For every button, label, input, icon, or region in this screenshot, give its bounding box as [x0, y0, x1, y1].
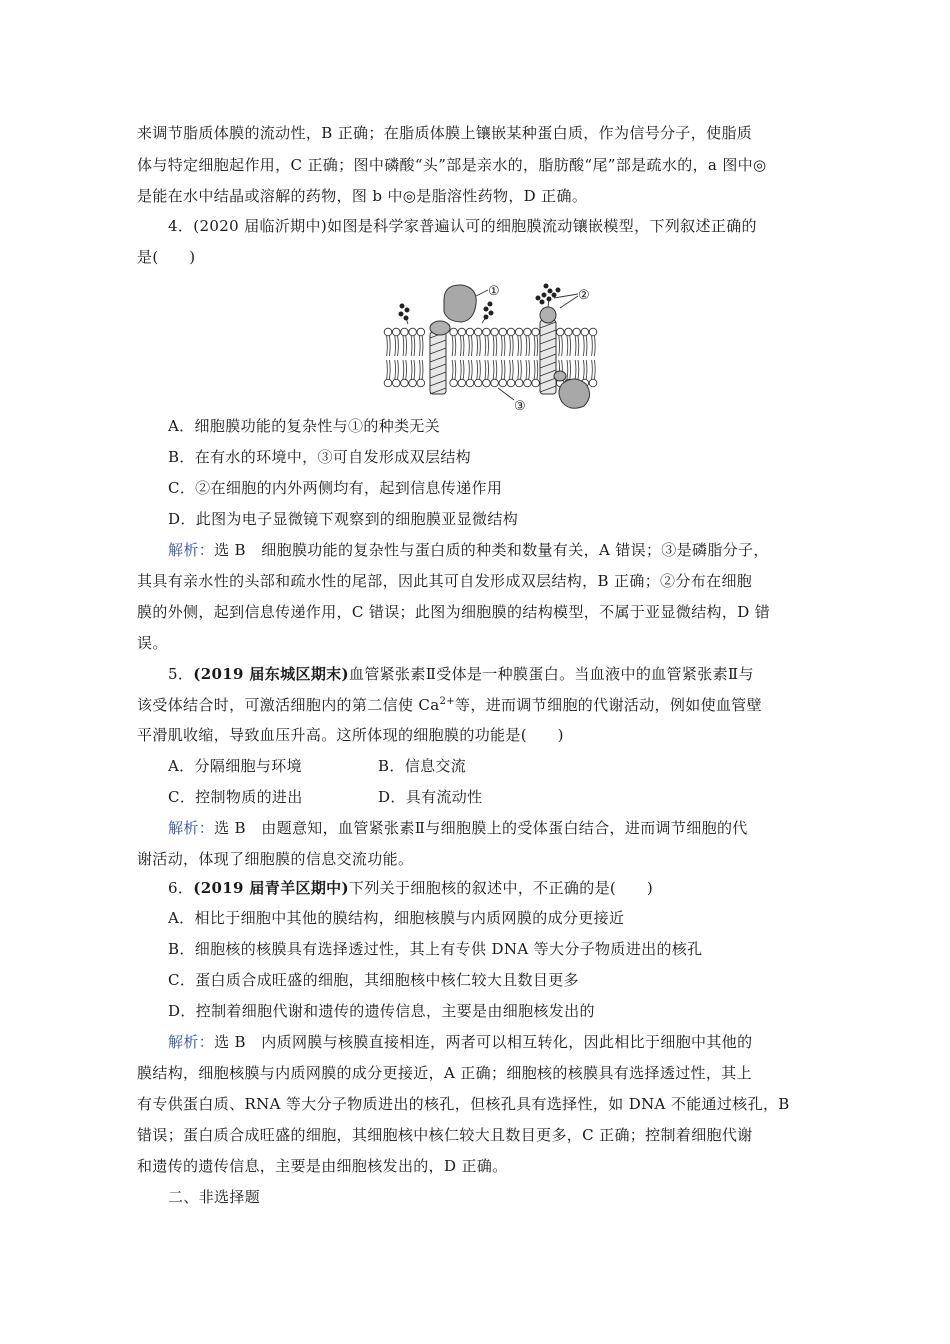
transmembrane-protein-left — [430, 321, 450, 394]
fatty-acid-tail — [480, 360, 481, 379]
fatty-acid-tail — [463, 336, 464, 356]
continuation-line-2: 体与特定细胞起作用，C 正确；图中磷酸“头”部是亲水的，脂肪酸“尾”部是疏水的，a 图中◎ — [137, 156, 767, 174]
phospholipid-head — [532, 328, 540, 336]
fatty-acid-tail — [455, 360, 456, 379]
phospholipid-head — [589, 379, 597, 387]
q5-analysis-label: 解析： — [168, 819, 215, 837]
glycoprotein-chains — [399, 284, 560, 324]
q5-stem-line-3: 平滑肌收缩，导致血压升高。这所体现的细胞膜的功能是( ) — [137, 726, 564, 744]
marker-3-label: ③ — [514, 399, 526, 414]
phospholipid-head — [483, 379, 491, 387]
continuation-line-3: 是能在水中结晶或溶解的药物，图 b 中◎是脂溶性药物，D 正确。 — [137, 187, 588, 205]
q6-analysis-line-5: 和遗传的遗传信息，主要是由细胞核发出的，D 正确。 — [137, 1157, 508, 1175]
phospholipid-head — [466, 379, 474, 387]
fatty-acid-tail — [496, 360, 497, 379]
q5-analysis-text-1: 选 B 由题意知，血管紧张素Ⅱ与细胞膜上的受体蛋白结合，进而调节细胞的代 — [214, 819, 748, 837]
fatty-acid-tail — [567, 336, 568, 356]
fatty-acid-tail — [389, 336, 390, 356]
fatty-acid-tail — [488, 360, 489, 379]
fatty-acid-tail — [387, 360, 388, 379]
q5-option-d: D．具有流动性 — [378, 788, 483, 806]
q6-analysis-line-4: 错误；蛋白质合成旺盛的细胞，其细胞核中核仁较大且数目更多，C 正确；控制着细胞代谢 — [137, 1126, 753, 1144]
fatty-acid-tail — [529, 336, 530, 356]
fatty-acid-tail — [398, 360, 399, 379]
q4-option-b: B．在有水的环境中，③可自发形成双层结构 — [168, 448, 472, 466]
fatty-acid-tail — [398, 336, 399, 356]
fatty-acid-tail — [501, 336, 502, 356]
phospholipid-head — [524, 379, 532, 387]
fatty-acid-tail — [518, 360, 519, 379]
fatty-acid-tail — [411, 360, 412, 379]
fatty-acid-tail — [575, 336, 576, 356]
phospholipid-head — [417, 328, 425, 336]
fatty-acid-tail — [510, 336, 511, 356]
fatty-acid-tail — [477, 360, 478, 379]
q5-option-a: A．分隔细胞与环境 — [168, 757, 302, 775]
q5-stem-line-2 — [137, 694, 762, 716]
q5-analysis-line-1 — [168, 817, 748, 839]
fatty-acid-tail — [419, 360, 420, 379]
fatty-acid-tail — [452, 360, 453, 379]
fatty-acid-tail — [592, 336, 593, 356]
phospholipid-head — [384, 379, 392, 387]
phospholipid-head — [401, 379, 409, 387]
phospholipid-head — [532, 379, 540, 387]
fatty-acid-tail — [455, 336, 456, 356]
phospholipid-head — [573, 328, 581, 336]
fatty-acid-tail — [521, 360, 522, 379]
fatty-acid-tail — [493, 360, 494, 379]
fatty-acid-tail — [477, 336, 478, 356]
phospholipid-head — [515, 328, 523, 336]
peripheral-protein-bottom-right — [559, 379, 590, 408]
calcium-charge-superscript: 2+ — [439, 696, 455, 707]
fatty-acid-tail — [389, 360, 390, 379]
fatty-acid-tail — [406, 336, 407, 356]
phospholipid-head — [507, 379, 515, 387]
fatty-acid-tail — [488, 336, 489, 356]
fatty-acid-tail — [526, 360, 527, 379]
fatty-acid-tail — [575, 360, 576, 379]
q6-number: 6． — [168, 879, 194, 897]
q6-option-a: A．相比于细胞中其他的膜结构，细胞核膜与内质网膜的成分更接近 — [168, 909, 625, 927]
fatty-acid-tail — [512, 360, 513, 379]
fatty-acid-tail — [586, 360, 587, 379]
q5-analysis-line-2: 谢活动，体现了细胞膜的信息交流功能。 — [137, 850, 414, 868]
q6-analysis-line-1 — [168, 1031, 752, 1053]
fatty-acid-tail — [504, 336, 505, 356]
fatty-acid-tail — [469, 360, 470, 379]
phospholipid-head — [409, 379, 417, 387]
fatty-acid-tail — [419, 336, 420, 356]
fatty-acid-tail — [501, 360, 502, 379]
q4-analysis-line-2: 其具有亲水性的头部和疏水性的尾部，因此其可自发形成双层结构，B 正确；②分布在细胞 — [137, 572, 753, 590]
phospholipid-head — [474, 379, 482, 387]
q4-analysis-line-1 — [168, 539, 769, 561]
q4-option-d: D．此图为电子显微镜下观察到的细胞膜亚显微结构 — [168, 510, 519, 528]
q6-stem-text: 下列关于细胞核的叙述中，不正确的是( ) — [348, 879, 654, 897]
fatty-acid-tail — [594, 360, 595, 379]
phospholipid-head — [401, 328, 409, 336]
phospholipid-head — [417, 379, 425, 387]
fatty-acid-tail — [471, 336, 472, 356]
cell-membrane-fluid-mosaic-figure — [378, 280, 608, 415]
phospholipid-head — [466, 328, 474, 336]
q5-stem-text-1: 血管紧张素Ⅱ受体是一种膜蛋白。当血液中的血管紧张素Ⅱ与 — [348, 665, 754, 683]
section-heading: 二、非选择题 — [168, 1188, 261, 1206]
fatty-acid-tail — [586, 336, 587, 356]
fatty-acid-tail — [387, 336, 388, 356]
q6-source: (2019 届青羊区期中) — [193, 879, 349, 897]
fatty-acid-tail — [485, 336, 486, 356]
fatty-acid-tail — [583, 336, 584, 356]
fatty-acid-tail — [414, 360, 415, 379]
phospholipid-head — [392, 379, 400, 387]
phospholipid-head — [589, 328, 597, 336]
q4-stem-line-2: 是( ) — [137, 248, 196, 266]
phospholipid-head — [515, 379, 523, 387]
fatty-acid-tail — [395, 360, 396, 379]
q5-stem-text-2a: 该受体结合时，可激活细胞内的第二信使 Ca — [137, 696, 440, 714]
continuation-line-1: 来调节脂质体膜的流动性，B 正确；在脂质体膜上镶嵌某种蛋白质，作为信号分子，使脂质 — [137, 124, 753, 142]
fatty-acid-tail — [452, 336, 453, 356]
q4-analysis-label: 解析： — [168, 541, 215, 559]
fatty-acid-tail — [480, 336, 481, 356]
fatty-acid-tail — [570, 360, 571, 379]
fatty-acid-tail — [504, 360, 505, 379]
transmembrane-protein-right — [540, 307, 556, 394]
q6-option-b: B．细胞核的核膜具有选择透过性，其上有专供 DNA 等大分子物质进出的核孔 — [168, 940, 703, 958]
peripheral-protein-bottom-small — [554, 371, 566, 381]
q5-stem-text-2b: 等，进而调节细胞的代谢活动，例如使血管壁 — [455, 696, 763, 714]
q4-stem-line-1: 4．(2020 届临沂期中)如图是科学家普遍认可的细胞膜流动镶嵌模型，下列叙述正确的 — [168, 217, 757, 235]
fatty-acid-tail — [411, 336, 412, 356]
phospholipid-head — [450, 379, 458, 387]
marker-2-label: ② — [578, 288, 590, 303]
q6-analysis-text-1: 选 B 内质网膜与核膜直接相连，两者可以相互转化，因此相比于细胞中其他的 — [214, 1033, 753, 1051]
fatty-acid-tail — [594, 336, 595, 356]
phospholipid-head — [491, 328, 499, 336]
phospholipid-head — [499, 379, 507, 387]
phospholipid-head — [491, 379, 499, 387]
q6-option-c: C．蛋白质合成旺盛的细胞，其细胞核中核仁较大且数目更多 — [168, 971, 579, 989]
fatty-acid-tail — [512, 336, 513, 356]
phospholipid-head — [483, 328, 491, 336]
fatty-acid-tail — [583, 360, 584, 379]
fatty-acid-tail — [518, 336, 519, 356]
phospholipid-head — [450, 328, 458, 336]
fatty-acid-tail — [463, 360, 464, 379]
fatty-acid-tail — [559, 336, 560, 356]
q5-number: 5． — [168, 665, 194, 683]
marker-1-label: ① — [488, 284, 500, 299]
phospholipid-head — [507, 328, 515, 336]
q4-option-c: C．②在细胞的内外两侧均有，起到信息传递作用 — [168, 479, 503, 497]
q4-analysis-line-4: 误。 — [137, 634, 168, 652]
phospholipid-head — [524, 328, 532, 336]
fatty-acid-tail — [460, 336, 461, 356]
fatty-acid-tail — [469, 336, 470, 356]
phospholipid-head — [458, 379, 466, 387]
fatty-acid-tail — [403, 336, 404, 356]
fatty-acid-tail — [485, 360, 486, 379]
q6-option-d: D．控制着细胞代谢和遗传的遗传信息，主要是由细胞核发出的 — [168, 1002, 595, 1020]
fatty-acid-tail — [534, 336, 535, 356]
fatty-acid-tail — [537, 360, 538, 379]
fatty-acid-tail — [403, 360, 404, 379]
q5-option-b: B．信息交流 — [378, 757, 467, 775]
fatty-acid-tail — [570, 336, 571, 356]
protein-1-shape — [444, 285, 476, 322]
fatty-acid-tail — [578, 360, 579, 379]
q5-option-c: C．控制物质的进出 — [168, 788, 303, 806]
q6-analysis-line-3: 有专供蛋白质、RNA 等大分子物质进出的核孔，但核孔具有选择性，如 DNA 不能通过核孔，B — [137, 1095, 790, 1113]
fatty-acid-tail — [562, 336, 563, 356]
phospholipid-head — [392, 328, 400, 336]
fatty-acid-tail — [496, 336, 497, 356]
q4-analysis-text-1: 选 B 细胞膜功能的复杂性与蛋白质的种类和数量有关，A 错误；③是磷脂分子， — [214, 541, 769, 559]
phospholipid-head — [384, 328, 392, 336]
fatty-acid-tail — [592, 360, 593, 379]
phospholipid-heads-outer — [384, 328, 597, 336]
fatty-acid-tail — [510, 360, 511, 379]
fatty-acid-tail — [471, 360, 472, 379]
fatty-acid-tail — [493, 336, 494, 356]
fatty-acid-tail — [422, 360, 423, 379]
q5-source: (2019 届东城区期末) — [193, 665, 349, 683]
fatty-acid-tail — [460, 360, 461, 379]
fatty-acid-tail — [395, 336, 396, 356]
phospholipid-head — [458, 328, 466, 336]
q6-analysis-label: 解析： — [168, 1033, 215, 1051]
fatty-acid-tail — [422, 336, 423, 356]
fatty-acid-tail — [526, 336, 527, 356]
q6-analysis-line-2: 膜结构，细胞核膜与内质网膜的成分更接近，A 正确；细胞核的核膜具有选择透过性，其上 — [137, 1064, 752, 1082]
fatty-acid-tail — [537, 336, 538, 356]
phospholipid-head — [409, 328, 417, 336]
phospholipid-head — [565, 328, 573, 336]
phospholipid-head — [581, 328, 589, 336]
q4-option-a: A．细胞膜功能的复杂性与①的种类无关 — [168, 417, 441, 435]
phospholipid-head — [556, 328, 564, 336]
fatty-acid-tail — [567, 360, 568, 379]
q5-stem-line-1 — [168, 663, 754, 685]
phospholipid-head — [499, 328, 507, 336]
fatty-acid-tail — [406, 360, 407, 379]
fatty-acid-tail — [578, 336, 579, 356]
fatty-acid-tail — [414, 336, 415, 356]
q6-stem — [168, 877, 653, 899]
phospholipid-head — [474, 328, 482, 336]
fatty-acid-tail — [521, 336, 522, 356]
q4-analysis-line-3: 膜的外侧，起到信息传递作用，C 错误；此图为细胞膜的结构模型，不属于亚显微结构，D 错 — [137, 603, 771, 621]
fatty-acid-tail — [534, 360, 535, 379]
fatty-acid-tail — [529, 360, 530, 379]
